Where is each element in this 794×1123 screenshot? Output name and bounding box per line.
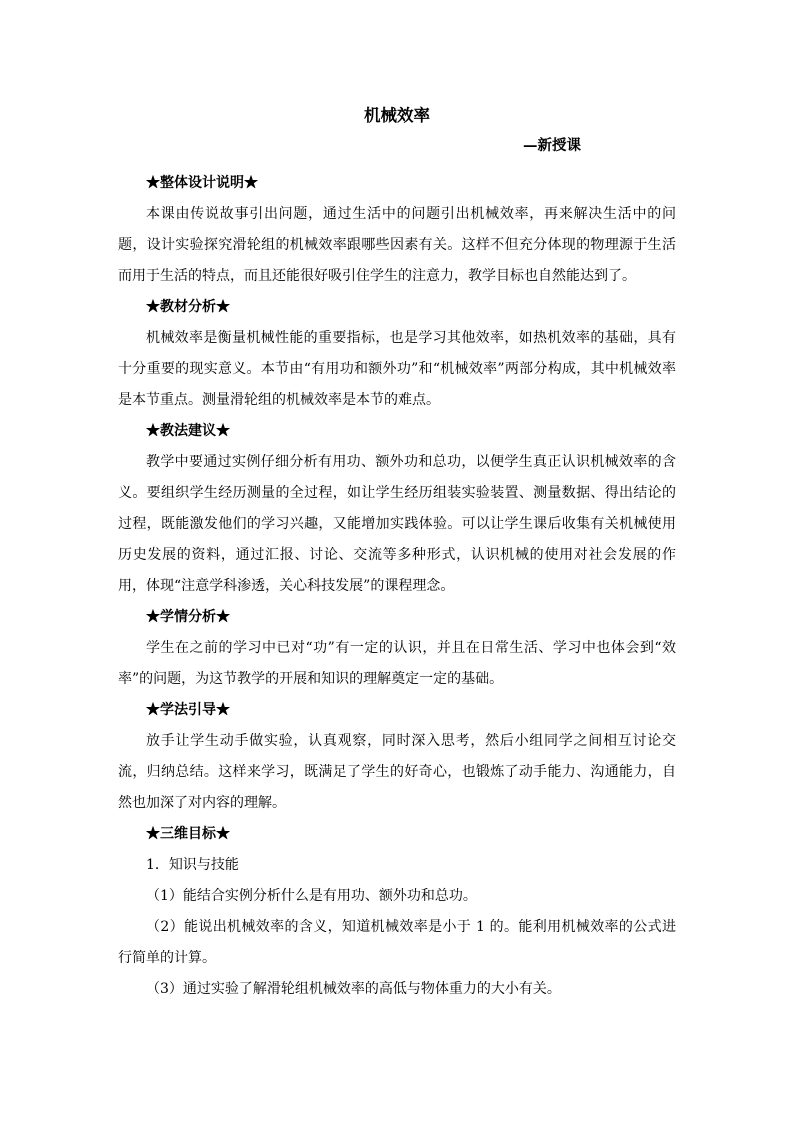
section-three-dimensional-goals [118,819,676,1005]
goal-item: （3）通过实验了解滑轮组机械效率的高低与物体重力的大小有关。 [146,981,561,997]
goals-subheading: 1．知识与技能 [146,857,239,873]
section-heading: ★教材分析★ [146,299,230,315]
section-paragraph: 机械效率是衡量机械性能的重要指标，也是学习其他效率，如热机效率的基础，具有十分重要的现实意义。本节由“有用功和额外功”和“机械效率”两部分构成，其中机械效率是本节重点。测量滑轮组的机械效率是本节的难点。 [118,330,676,408]
section-paragraph: 教学中要通过实例仔细分析有用功、额外功和总功，以便学生真正认识机械效率的含义。要组织学生经历测量的全过程，如让学生经历组装实验装置、测量数据、得出结论的过程，既能激发他们的学习兴趣，又能增加实践体验。可以让学生课后收集有关机械使用历史发展的资料，通过汇报、讨论、交流等多种形式，认识机械的使用对社会发展的作用，体现“注意学科渗透，关心科技发展”的课程理念。 [118,454,676,594]
section-textbook-analysis [118,292,676,416]
section-paragraph: 放手让学生动手做实验，认真观察，同时深入思考，然后小组同学之间相互讨论交流，归纳总结。这样来学习，既满足了学生的好奇心，也锻炼了动手能力、沟通能力，自然也加深了对内容的理解。 [118,733,676,811]
section-heading: ★教法建议★ [146,423,230,439]
goal-item: （1）能结合实例分析什么是有用功、额外功和总功。 [146,888,477,904]
section-heading: ★学情分析★ [146,609,230,625]
document-subtitle: —新授课 [523,137,581,154]
document-body [118,104,676,1005]
section-paragraph: 学生在之前的学习中已对“功”有一定的认识，并且在日常生活、学习中也体会到“效率”的问题，为这节教学的开展和知识的理解奠定一定的基础。 [118,640,676,687]
section-paragraph: 本课由传说故事引出问题，通过生活中的问题引出机械效率，再来解决生活中的问题，设计实验探究滑轮组的机械效率跟哪些因素有关。这样不但充分体现的物理源于生活而用于生活的特点，而且还能很好吸引住学生的注意力，教学目标也自然能达到了。 [118,206,676,284]
section-overall-design [118,168,676,292]
goal-item: （2）能说出机械效率的含义，知道机械效率是小于 1 的。能利用机械效率的公式进行简单的计算。 [118,919,676,966]
section-heading: ★整体设计说明★ [146,175,258,191]
section-heading: ★三维目标★ [146,826,230,842]
section-student-analysis [118,602,676,695]
section-learning-guidance [118,695,676,819]
section-teaching-suggestions [118,416,676,602]
document-title: 机械效率 [364,106,430,125]
section-heading: ★学法引导★ [146,702,230,718]
